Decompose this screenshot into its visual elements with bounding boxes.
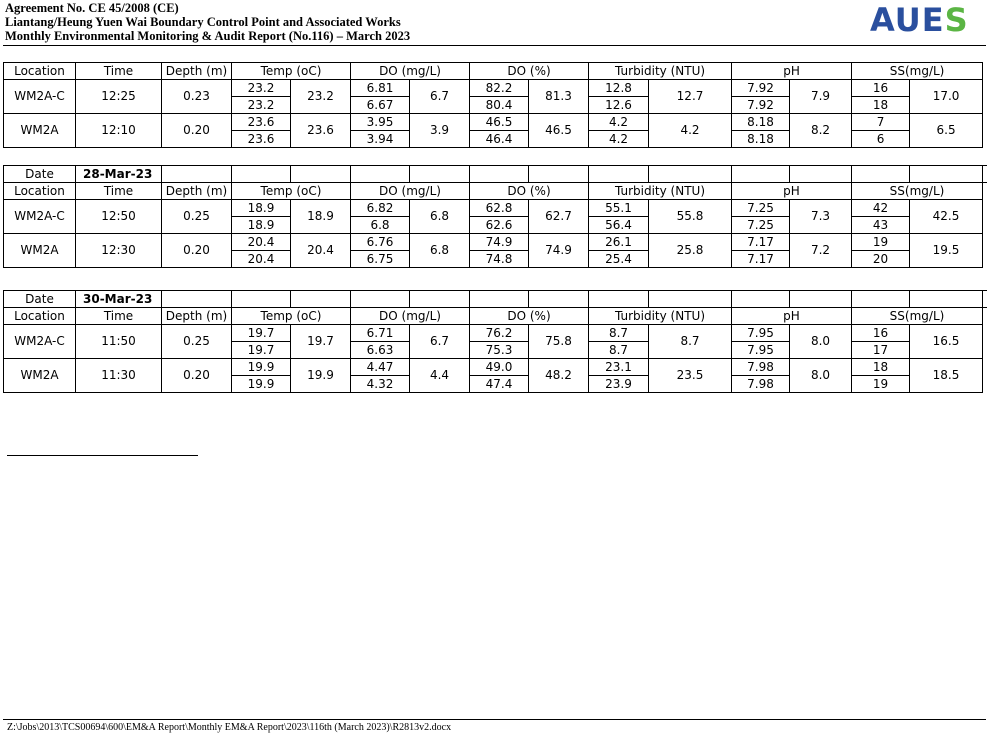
temp-reading: 23.6 <box>232 131 291 148</box>
monitoring-table <box>3 165 987 268</box>
depth-cell: 0.20 <box>162 114 232 148</box>
empty-cell <box>232 166 291 183</box>
temp-reading: 23.6 <box>232 114 291 131</box>
temp-average: 18.9 <box>291 200 351 234</box>
temp-average: 23.2 <box>291 80 351 114</box>
turbidity-reading: 55.1 <box>589 200 649 217</box>
date-label: Date <box>4 291 76 308</box>
do-mgl-average: 4.4 <box>410 359 470 393</box>
column-header-ph: pH <box>732 308 852 325</box>
location-cell: WM2A <box>4 114 76 148</box>
ss-reading: 42 <box>852 200 910 217</box>
do-mgl-reading: 3.95 <box>351 114 410 131</box>
ss-reading: 6 <box>852 131 910 148</box>
turbidity-reading: 25.4 <box>589 251 649 268</box>
location-cell: WM2A-C <box>4 325 76 359</box>
turbidity-reading: 8.7 <box>589 342 649 359</box>
do-pct-reading: 62.8 <box>470 200 529 217</box>
do-mgl-average: 6.7 <box>410 325 470 359</box>
column-header-location: Location <box>4 308 76 325</box>
ph-reading: 7.25 <box>732 217 790 234</box>
empty-cell <box>351 291 410 308</box>
column-header-turbidity: Turbidity (NTU) <box>589 308 732 325</box>
do-mgl-reading: 6.81 <box>351 80 410 97</box>
column-header-row <box>4 183 987 200</box>
temp-average: 20.4 <box>291 234 351 268</box>
temp-average: 23.6 <box>291 114 351 148</box>
ss-reading: 19 <box>852 376 910 393</box>
do-pct-average: 62.7 <box>529 200 589 234</box>
do-mgl-reading: 6.63 <box>351 342 410 359</box>
column-header-temp: Temp (oC) <box>232 308 351 325</box>
column-header-depth: Depth (m) <box>162 63 232 80</box>
logo-text-b: S <box>944 1 969 39</box>
do-pct-reading: 47.4 <box>470 376 529 393</box>
turbidity-average: 8.7 <box>649 325 732 359</box>
turbidity-reading: 26.1 <box>589 234 649 251</box>
date-row <box>4 291 987 308</box>
logo-text-a: AUE <box>870 1 945 39</box>
ph-reading: 7.92 <box>732 80 790 97</box>
turbidity-reading: 12.8 <box>589 80 649 97</box>
report-header <box>5 1 410 43</box>
ph-average: 7.2 <box>790 234 852 268</box>
column-header-do-pct: DO (%) <box>470 308 589 325</box>
empty-cell <box>410 166 470 183</box>
temp-reading: 23.2 <box>232 97 291 114</box>
header-divider <box>3 45 986 46</box>
temp-average: 19.7 <box>291 325 351 359</box>
turbidity-reading: 4.2 <box>589 131 649 148</box>
do-pct-reading: 76.2 <box>470 325 529 342</box>
empty-cell <box>291 291 351 308</box>
column-header-ss: SS(mg/L) <box>852 308 983 325</box>
ph-average: 7.9 <box>790 80 852 114</box>
column-header-location: Location <box>4 183 76 200</box>
empty-cell <box>983 291 987 308</box>
ph-reading: 7.95 <box>732 342 790 359</box>
do-pct-average: 75.8 <box>529 325 589 359</box>
do-pct-reading: 46.5 <box>470 114 529 131</box>
empty-cell <box>162 166 232 183</box>
ss-reading: 19 <box>852 234 910 251</box>
do-mgl-reading: 6.8 <box>351 217 410 234</box>
ph-reading: 7.95 <box>732 325 790 342</box>
ss-average: 19.5 <box>910 234 983 268</box>
temp-reading: 19.7 <box>232 342 291 359</box>
table-row <box>4 234 987 251</box>
column-header-depth: Depth (m) <box>162 308 232 325</box>
turbidity-reading: 8.7 <box>589 325 649 342</box>
empty-cell <box>470 291 529 308</box>
column-header-ss: SS(mg/L) <box>852 63 983 80</box>
do-mgl-reading: 4.47 <box>351 359 410 376</box>
table-row <box>4 200 987 217</box>
column-header-time: Time <box>76 63 162 80</box>
ph-reading: 7.98 <box>732 376 790 393</box>
temp-average: 19.9 <box>291 359 351 393</box>
empty-cell <box>732 166 790 183</box>
depth-cell: 0.20 <box>162 359 232 393</box>
temp-reading: 20.4 <box>232 234 291 251</box>
depth-cell: 0.25 <box>162 325 232 359</box>
do-pct-reading: 75.3 <box>470 342 529 359</box>
ph-reading: 7.17 <box>732 234 790 251</box>
do-mgl-average: 3.9 <box>410 114 470 148</box>
time-cell: 12:25 <box>76 80 162 114</box>
turbidity-reading: 23.9 <box>589 376 649 393</box>
column-header-time: Time <box>76 308 162 325</box>
ph-average: 7.3 <box>790 200 852 234</box>
file-path-footer: Z:\Jobs\2013\TCS00694\600\EM&A Report\Monthly EM&A Report\2023\116th (March 2023)\R2813v2.docx <box>7 722 452 733</box>
date-label: Date <box>4 166 76 183</box>
turbidity-reading: 4.2 <box>589 114 649 131</box>
location-cell: WM2A <box>4 234 76 268</box>
location-cell: WM2A-C <box>4 80 76 114</box>
empty-cell <box>589 166 649 183</box>
column-header-ss: SS(mg/L) <box>852 183 983 200</box>
ss-reading: 43 <box>852 217 910 234</box>
temp-reading: 19.9 <box>232 359 291 376</box>
date-row <box>4 166 987 183</box>
turbidity-average: 23.5 <box>649 359 732 393</box>
do-pct-reading: 62.6 <box>470 217 529 234</box>
date-value: 30-Mar-23 <box>76 291 162 308</box>
do-mgl-reading: 6.82 <box>351 200 410 217</box>
turbidity-average: 4.2 <box>649 114 732 148</box>
ph-reading: 7.25 <box>732 200 790 217</box>
ph-reading: 7.17 <box>732 251 790 268</box>
column-header-do-mgl: DO (mg/L) <box>351 183 470 200</box>
empty-cell <box>291 166 351 183</box>
empty-cell <box>910 291 983 308</box>
temp-reading: 18.9 <box>232 217 291 234</box>
temp-reading: 19.9 <box>232 376 291 393</box>
ss-reading: 18 <box>852 97 910 114</box>
ph-reading: 7.98 <box>732 359 790 376</box>
empty-cell <box>910 166 983 183</box>
column-header-depth: Depth (m) <box>162 183 232 200</box>
do-mgl-reading: 3.94 <box>351 131 410 148</box>
temp-reading: 19.7 <box>232 325 291 342</box>
do-pct-average: 48.2 <box>529 359 589 393</box>
ph-average: 8.0 <box>790 359 852 393</box>
do-mgl-reading: 6.76 <box>351 234 410 251</box>
time-cell: 12:30 <box>76 234 162 268</box>
date-value: 28-Mar-23 <box>76 166 162 183</box>
ss-average: 6.5 <box>910 114 983 148</box>
empty-cell <box>649 166 732 183</box>
ss-average: 16.5 <box>910 325 983 359</box>
ph-average: 8.0 <box>790 325 852 359</box>
depth-cell: 0.20 <box>162 234 232 268</box>
footnote-divider <box>7 455 198 456</box>
column-header-ph: pH <box>732 183 852 200</box>
empty-cell <box>232 291 291 308</box>
empty-cell <box>790 166 852 183</box>
turbidity-average: 55.8 <box>649 200 732 234</box>
do-pct-reading: 46.4 <box>470 131 529 148</box>
ss-reading: 16 <box>852 325 910 342</box>
turbidity-average: 25.8 <box>649 234 732 268</box>
empty-cell <box>162 291 232 308</box>
do-mgl-reading: 6.71 <box>351 325 410 342</box>
empty-cell <box>649 291 732 308</box>
column-header-row <box>4 63 987 80</box>
temp-reading: 18.9 <box>232 200 291 217</box>
ph-average: 8.2 <box>790 114 852 148</box>
depth-cell: 0.25 <box>162 200 232 234</box>
empty-cell <box>852 166 910 183</box>
do-mgl-reading: 6.67 <box>351 97 410 114</box>
column-header-temp: Temp (oC) <box>232 63 351 80</box>
table-row <box>4 80 987 97</box>
time-cell: 12:50 <box>76 200 162 234</box>
column-header-ph: pH <box>732 63 852 80</box>
ss-reading: 20 <box>852 251 910 268</box>
time-cell: 11:50 <box>76 325 162 359</box>
turbidity-average: 12.7 <box>649 80 732 114</box>
footer-divider <box>3 719 986 720</box>
column-header-do-pct: DO (%) <box>470 183 589 200</box>
empty-cell <box>470 166 529 183</box>
column-header-location: Location <box>4 63 76 80</box>
empty-cell <box>351 166 410 183</box>
do-pct-average: 46.5 <box>529 114 589 148</box>
column-header-turbidity: Turbidity (NTU) <box>589 183 732 200</box>
do-mgl-reading: 4.32 <box>351 376 410 393</box>
time-cell: 12:10 <box>76 114 162 148</box>
agreement-line: Agreement No. CE 45/2008 (CE) <box>5 1 179 15</box>
column-header-do-pct: DO (%) <box>470 63 589 80</box>
do-pct-reading: 74.8 <box>470 251 529 268</box>
temp-reading: 23.2 <box>232 80 291 97</box>
ss-reading: 18 <box>852 359 910 376</box>
ss-average: 17.0 <box>910 80 983 114</box>
turbidity-reading: 23.1 <box>589 359 649 376</box>
empty-cell <box>529 166 589 183</box>
do-pct-reading: 74.9 <box>470 234 529 251</box>
column-header-time: Time <box>76 183 162 200</box>
ss-reading: 16 <box>852 80 910 97</box>
do-pct-reading: 80.4 <box>470 97 529 114</box>
empty-cell <box>410 291 470 308</box>
monitoring-table <box>3 62 987 148</box>
ss-average: 42.5 <box>910 200 983 234</box>
depth-cell: 0.23 <box>162 80 232 114</box>
aues-logo <box>870 2 969 38</box>
table-row <box>4 114 987 131</box>
column-header-turbidity: Turbidity (NTU) <box>589 63 732 80</box>
ss-reading: 17 <box>852 342 910 359</box>
column-header-row <box>4 308 987 325</box>
ss-average: 18.5 <box>910 359 983 393</box>
monitoring-table <box>3 290 987 393</box>
column-header-temp: Temp (oC) <box>232 183 351 200</box>
do-pct-average: 74.9 <box>529 234 589 268</box>
do-mgl-average: 6.7 <box>410 80 470 114</box>
do-mgl-average: 6.8 <box>410 234 470 268</box>
do-pct-average: 81.3 <box>529 80 589 114</box>
time-cell: 11:30 <box>76 359 162 393</box>
empty-cell <box>852 291 910 308</box>
do-mgl-reading: 6.75 <box>351 251 410 268</box>
location-cell: WM2A-C <box>4 200 76 234</box>
temp-reading: 20.4 <box>232 251 291 268</box>
column-header-do-mgl: DO (mg/L) <box>351 63 470 80</box>
empty-cell <box>732 291 790 308</box>
ph-reading: 8.18 <box>732 131 790 148</box>
ph-reading: 7.92 <box>732 97 790 114</box>
empty-cell <box>983 166 987 183</box>
column-header-do-mgl: DO (mg/L) <box>351 308 470 325</box>
turbidity-reading: 12.6 <box>589 97 649 114</box>
report-title-line: Monthly Environmental Monitoring & Audit Report (No.116) – March 2023 <box>5 29 411 43</box>
do-pct-reading: 49.0 <box>470 359 529 376</box>
ph-reading: 8.18 <box>732 114 790 131</box>
location-cell: WM2A <box>4 359 76 393</box>
do-pct-reading: 82.2 <box>470 80 529 97</box>
table-row <box>4 359 987 376</box>
project-line: Liantang/Heung Yuen Wai Boundary Control Point and Associated Works <box>5 15 401 29</box>
turbidity-reading: 56.4 <box>589 217 649 234</box>
empty-cell <box>790 291 852 308</box>
table-row <box>4 325 987 342</box>
ss-reading: 7 <box>852 114 910 131</box>
do-mgl-average: 6.8 <box>410 200 470 234</box>
empty-cell <box>589 291 649 308</box>
empty-cell <box>529 291 589 308</box>
